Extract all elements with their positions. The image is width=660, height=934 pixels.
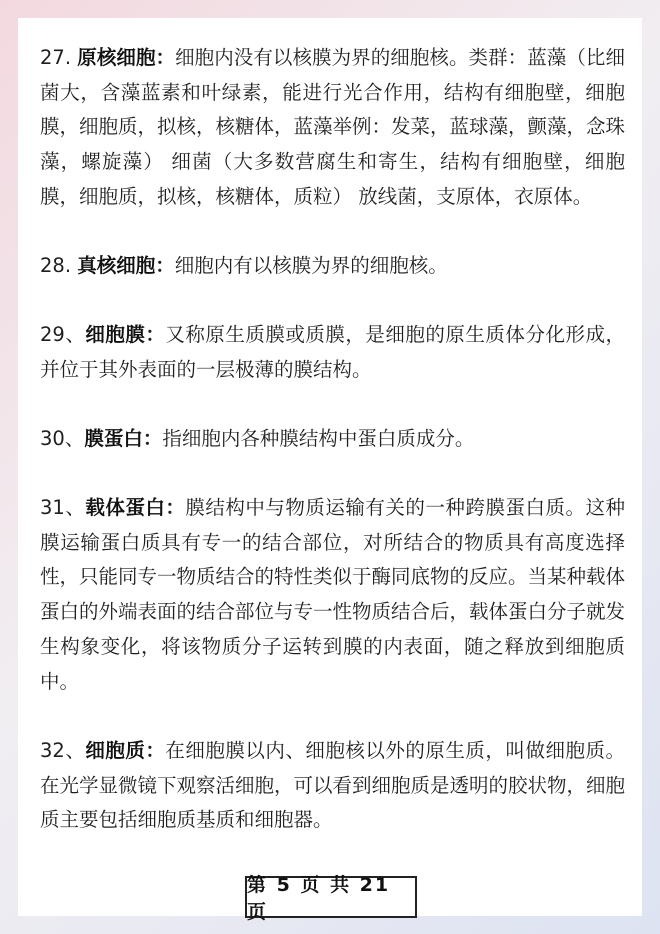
page-number-badge: 第 5 页 共 21 页 bbox=[245, 876, 417, 918]
definition-entry-31 bbox=[40, 491, 625, 699]
entry-colon: ： bbox=[165, 496, 186, 519]
entry-term: 原核细胞 bbox=[77, 46, 156, 69]
entry-colon: ： bbox=[145, 323, 166, 346]
entry-number: 30、 bbox=[40, 427, 85, 450]
entry-term: 细胞质 bbox=[85, 739, 146, 762]
entry-colon: ： bbox=[142, 427, 163, 450]
entry-text: 在细胞膜以内、细胞核以外的原生质，叫做细胞质。在光学显微镜下观察活细胞，可以看到细胞质是透明的胶状物，细胞质主要包括细胞质基质和细胞器。 bbox=[40, 739, 626, 832]
entry-text: 指细胞内各种膜结构中蛋白质成分。 bbox=[162, 427, 475, 450]
entry-term: 膜蛋白 bbox=[84, 427, 143, 450]
entry-term: 真核细胞 bbox=[77, 254, 156, 277]
entry-colon: ： bbox=[155, 254, 175, 277]
definition-entry-28 bbox=[40, 249, 625, 284]
entry-number: 32、 bbox=[40, 739, 86, 762]
entry-text: 又称原生质膜或质膜，是细胞的原生质体分化形成，并位于其外表面的一层极薄的膜结构。 bbox=[40, 323, 625, 381]
entry-colon: ： bbox=[155, 46, 176, 69]
entry-text: 细胞内有以核膜为界的细胞核。 bbox=[174, 254, 448, 277]
entry-number: 28. bbox=[40, 254, 78, 277]
definition-entry-30 bbox=[40, 422, 625, 457]
entry-text: 膜结构中与物质运输有关的一种跨膜蛋白质。这种膜运输蛋白质具有专一的结合部位，对所结合的物质具有高度选择性，只能同专一物质结合的特性类似于酶同底物的反应。当某种载体蛋白的外端表面的结合部位与专一性物质结合后，载体蛋白分子就发生构象变化，将该物质分子运转到膜的内表面，随之释放到细胞质中。 bbox=[40, 496, 626, 693]
entry-number: 31、 bbox=[40, 496, 86, 519]
definition-entry-32 bbox=[40, 734, 625, 838]
definition-entry-29 bbox=[40, 318, 625, 387]
entry-text: 细胞内没有以核膜为界的细胞核。类群：蓝藻（比细菌大，含藻蓝素和叶绿素，能进行光合作用，结构有细胞壁，细胞膜，细胞质，拟核，核糖体，蓝藻举例：发菜，蓝球藻，颤藻，念珠藻，螺旋藻） 细菌（大多数营腐生和寄生，结构有细胞壁，细胞膜，细胞质，拟核，核糖体，质粒） 放线菌，支原体，衣原体。 bbox=[40, 46, 626, 208]
definition-entry-27 bbox=[40, 41, 625, 215]
entry-term: 载体蛋白 bbox=[85, 496, 166, 519]
entry-colon: ： bbox=[145, 739, 166, 762]
entry-term: 细胞膜 bbox=[85, 323, 146, 346]
entry-number: 27. bbox=[40, 46, 78, 69]
entry-number: 29、 bbox=[40, 323, 86, 346]
